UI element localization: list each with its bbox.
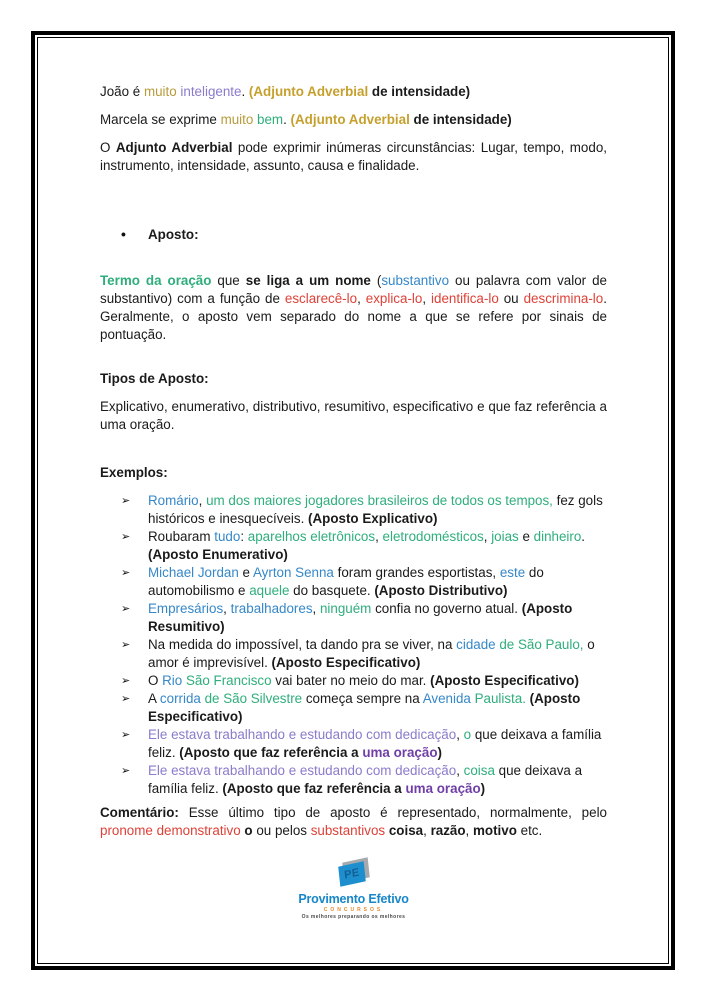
brand-tagline: Os melhores preparando os melhores bbox=[301, 914, 406, 920]
list-item bbox=[100, 600, 607, 636]
list-item-text: Romário, um dos maiores jogadores brasileiros de todos os tempos, fez gols históricos e inesquecíveis. (Aposto Explicativo) bbox=[148, 493, 603, 526]
brand-name: Provimento Efetivo bbox=[298, 892, 409, 906]
list-item-text: Ele estava trabalhando e estudando com dedicação, coisa que deixava a família feliz. (Aposto que faz referência a uma oração) bbox=[148, 763, 583, 796]
aposto-heading bbox=[100, 226, 607, 244]
examples-list bbox=[100, 492, 607, 798]
arrow-bullet-icon: ➢ bbox=[121, 531, 131, 543]
exemplos-heading: Exemplos: bbox=[100, 465, 168, 480]
arrow-bullet-icon: ➢ bbox=[121, 603, 131, 615]
list-item bbox=[100, 726, 607, 762]
list-item-text: Empresários, trabalhadores, ninguém confia no governo atual. (Aposto Resumitivo) bbox=[148, 601, 573, 634]
aposto-heading-label: Aposto: bbox=[148, 227, 199, 242]
paragraph-comentario: Comentário: Esse último tipo de aposto é representado, normalmente, pelo pronome demonstrativo o ou pelos substantivos coisa, razão, motivo etc. bbox=[100, 805, 607, 838]
document-content bbox=[38, 38, 668, 963]
brand-subtitle: CONCURSOS bbox=[323, 907, 384, 913]
page-border bbox=[31, 31, 675, 970]
list-item-text: O Rio São Francisco vai bater no meio do mar. (Aposto Especificativo) bbox=[148, 673, 579, 688]
list-item-text: Ele estava trabalhando e estudando com dedicação, o que deixava a família feliz. (Aposto que faz referência a uma oração) bbox=[148, 727, 602, 760]
list-item-text: Michael Jordan e Ayrton Senna foram grandes esportistas, este do automobilismo e aquele do basquete. (Aposto Distributivo) bbox=[148, 565, 544, 598]
arrow-bullet-icon: ➢ bbox=[121, 495, 131, 507]
list-item-text: A corrida de São Silvestre começa sempre na Avenida Paulista. (Aposto Especificativo) bbox=[148, 691, 581, 724]
paragraph-marcela: Marcela se exprime muito bem. (Adjunto Adverbial de intensidade) bbox=[100, 112, 512, 127]
list-item bbox=[100, 690, 607, 726]
arrow-bullet-icon: ➢ bbox=[121, 729, 131, 741]
bullet-icon: • bbox=[121, 226, 126, 242]
logo-box-face: PE bbox=[338, 861, 366, 886]
brand-logo-icon bbox=[334, 860, 374, 890]
arrow-bullet-icon: ➢ bbox=[121, 765, 131, 777]
list-item-text: Roubaram tudo: aparelhos eletrônicos, eletrodomésticos, joias e dinheiro. (Aposto Enumerativo) bbox=[148, 529, 586, 562]
page-border-inner bbox=[37, 37, 669, 964]
list-item bbox=[100, 564, 607, 600]
paragraph-joao: João é muito inteligente. (Adjunto Adverbial de intensidade) bbox=[100, 84, 471, 99]
tipos-heading: Tipos de Aposto: bbox=[100, 371, 209, 386]
list-item bbox=[100, 528, 607, 564]
list-item bbox=[100, 492, 607, 528]
list-item bbox=[100, 762, 607, 798]
list-item-text: Na medida do impossível, ta dando pra se viver, na cidade de São Paulo, o amor é imprevisível. (Aposto Especificativo) bbox=[148, 637, 595, 670]
footer-logo bbox=[100, 860, 607, 920]
list-item bbox=[100, 672, 607, 690]
paragraph-definition: Termo da oração que se liga a um nome (substantivo ou palavra com valor de substantivo) com a função de esclarecê-lo, explica-lo, identifica-lo ou descrimina-lo. Geralmente, o aposto vem separado do nome a que se refere por sinais de pontuação. bbox=[100, 273, 607, 342]
list-item bbox=[100, 636, 607, 672]
arrow-bullet-icon: ➢ bbox=[121, 639, 131, 651]
arrow-bullet-icon: ➢ bbox=[121, 675, 131, 687]
paragraph-tipos: Explicativo, enumerativo, distributivo, resumitivo, especificativo e que faz referência a uma oração. bbox=[100, 399, 607, 432]
arrow-bullet-icon: ➢ bbox=[121, 693, 131, 705]
arrow-bullet-icon: ➢ bbox=[121, 567, 131, 579]
paragraph-adjunto-adverbial: O Adjunto Adverbial pode exprimir inúmeras circunstâncias: Lugar, tempo, modo, instrumento, intensidade, assunto, causa e finalidade. bbox=[100, 140, 607, 173]
